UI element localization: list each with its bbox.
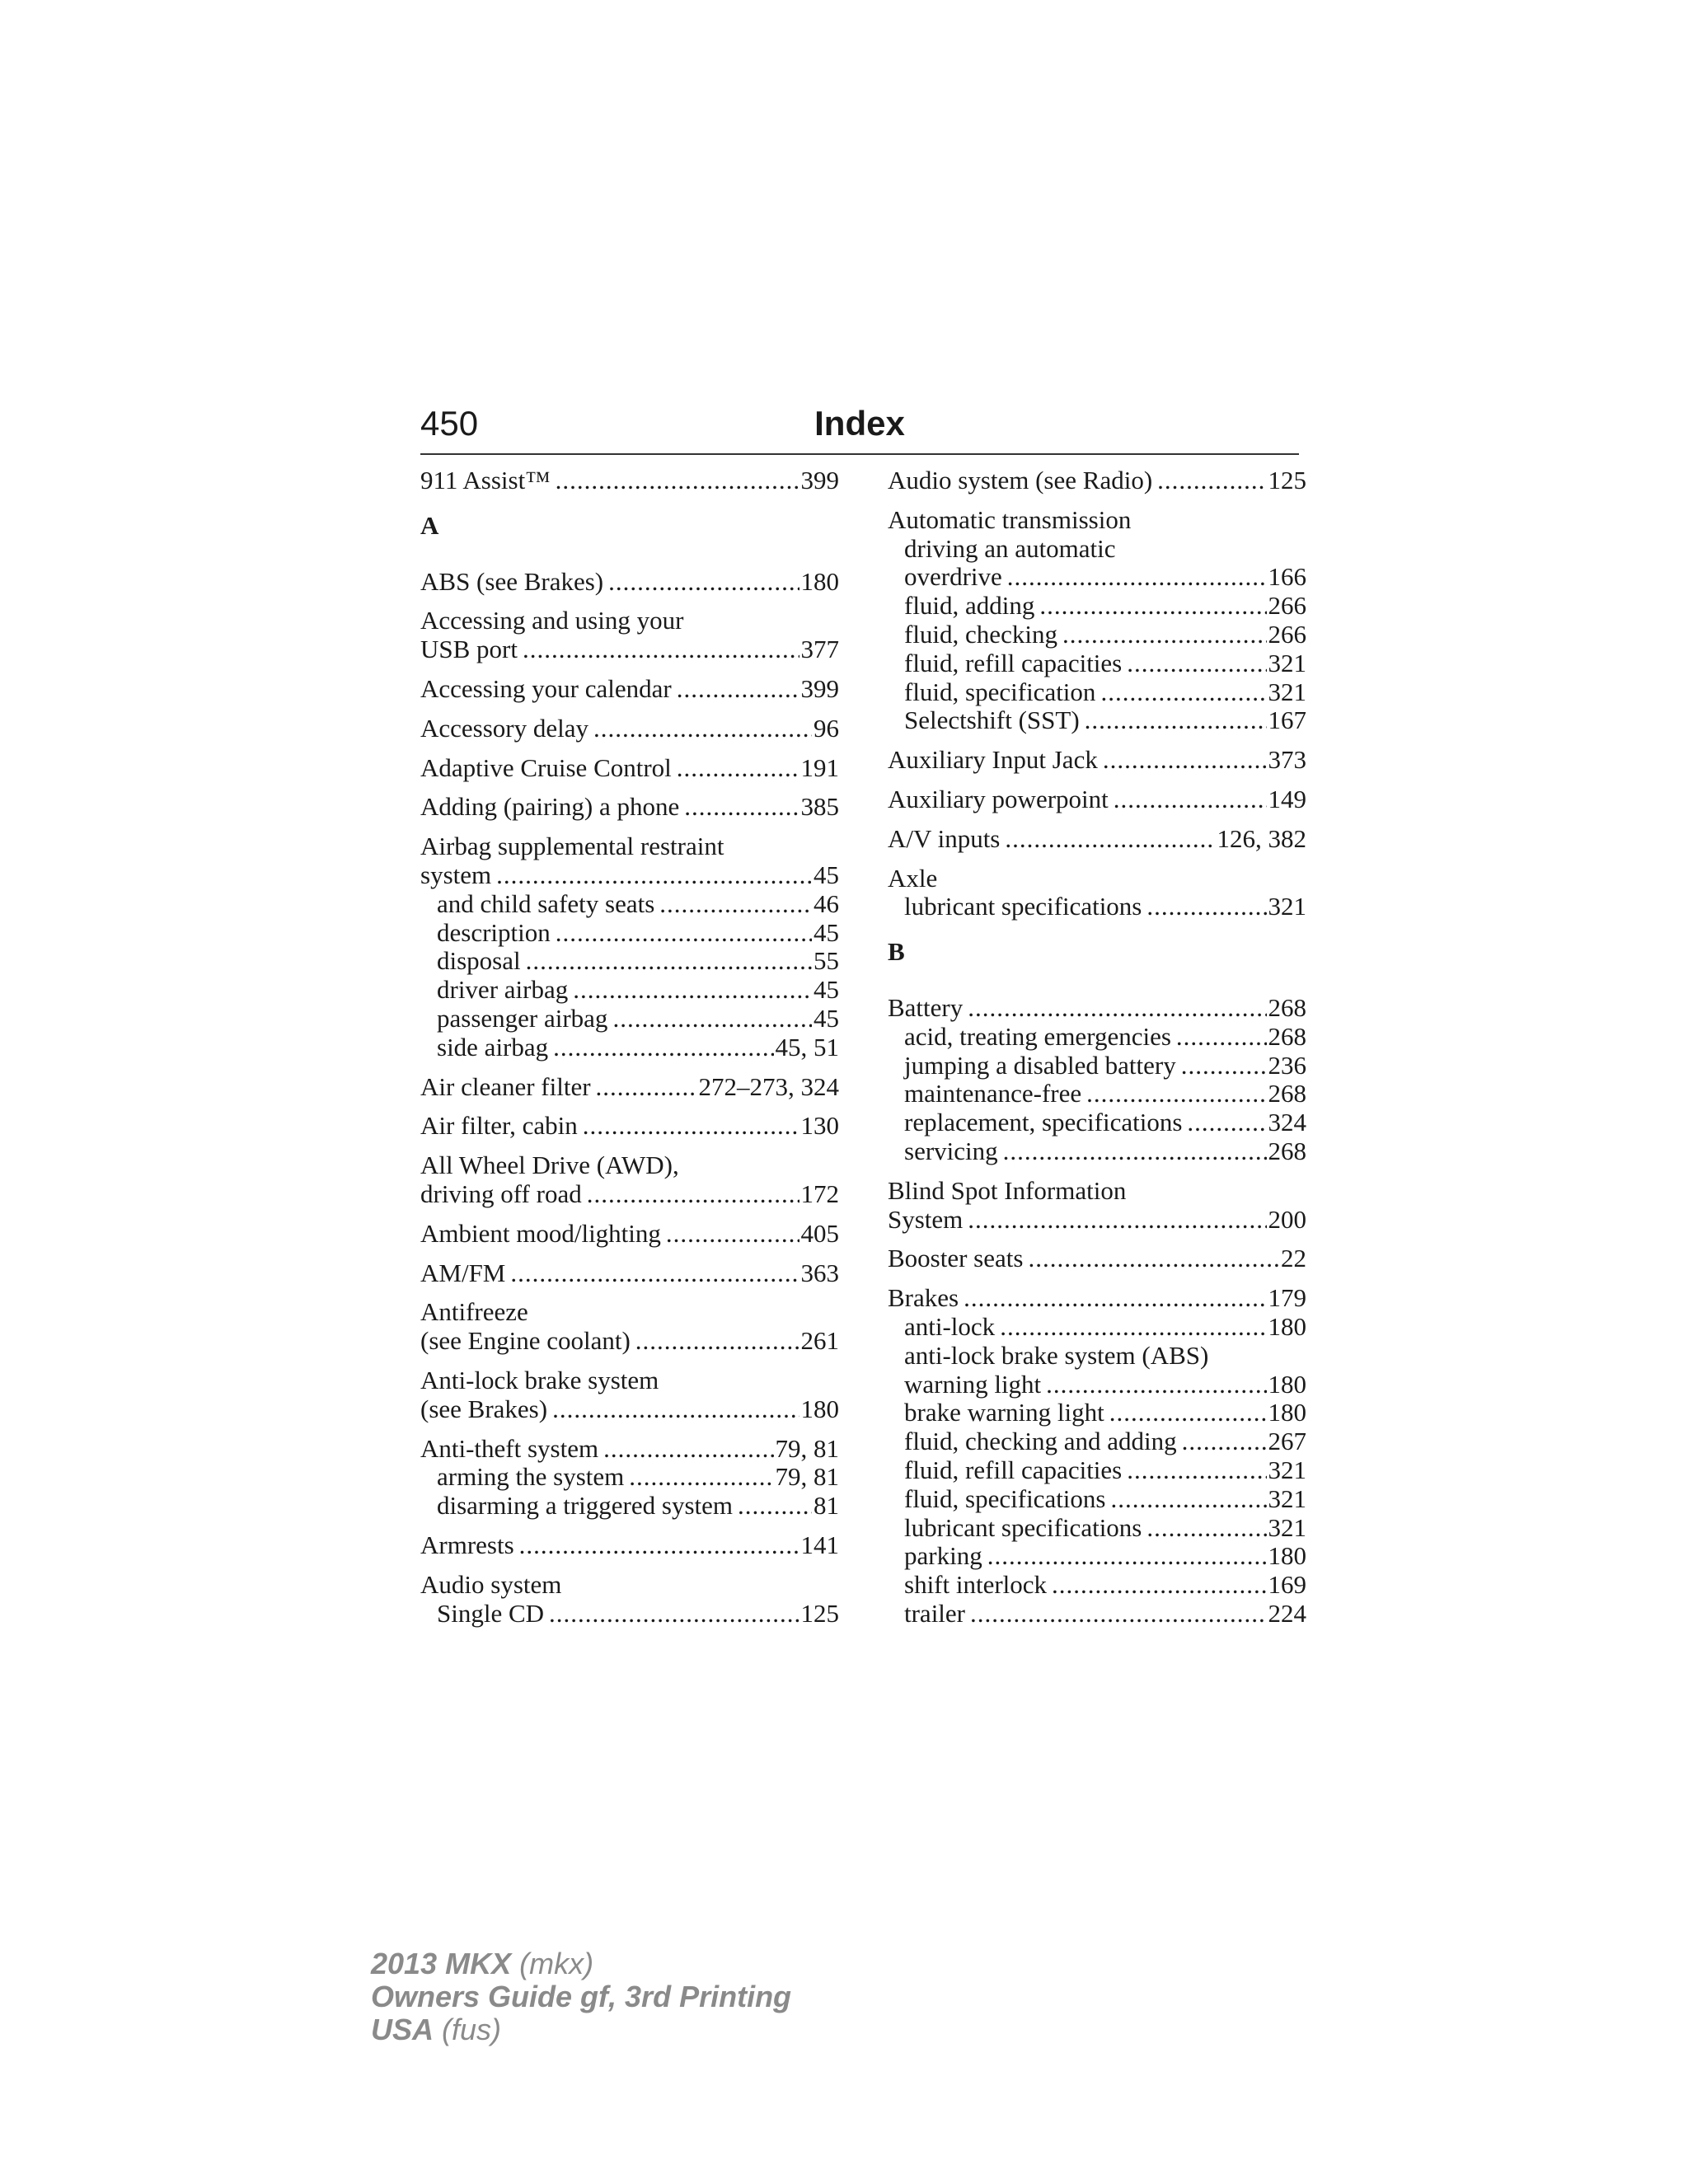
index-subentry-line xyxy=(888,535,1306,564)
entry-term: Accessing and using your xyxy=(420,606,684,635)
entry-page-ref: 45 xyxy=(814,975,839,1005)
entry-term: Audio system (see Radio) xyxy=(888,466,1153,494)
dot-leader xyxy=(1062,621,1267,649)
index-entry-line xyxy=(888,785,1306,814)
entry-term: Accessing your calendar xyxy=(420,673,672,703)
dot-leader xyxy=(556,919,812,948)
footer-guide: Owners Guide gf, 3rd Printing xyxy=(371,1980,792,2013)
entry-page-ref: 180 xyxy=(800,566,839,596)
index-entry-line xyxy=(420,607,839,635)
index-entry xyxy=(420,1151,839,1209)
entry-term: description xyxy=(437,917,551,947)
entry-term: passenger airbag xyxy=(437,1003,608,1033)
entry-term: fluid, refill capacities xyxy=(904,648,1123,677)
dot-leader xyxy=(1085,706,1267,735)
index-entry-line xyxy=(420,793,839,822)
index-entry-line xyxy=(888,1284,1306,1313)
entry-page-ref: 200 xyxy=(1268,1204,1306,1234)
index-entry xyxy=(420,754,839,783)
entry-term: AM/FM xyxy=(420,1258,506,1287)
entry-term: System xyxy=(888,1204,964,1234)
entry-term: fluid, refill capacities xyxy=(904,1455,1123,1484)
entry-page-ref: 191 xyxy=(800,752,839,782)
dot-leader xyxy=(1046,1371,1266,1399)
index-entry-line xyxy=(888,746,1306,775)
dot-leader xyxy=(629,1463,773,1492)
entry-term: disposal xyxy=(437,946,521,976)
entry-term: side airbag xyxy=(437,1032,549,1062)
entry-term: brake warning light xyxy=(904,1398,1104,1427)
index-entry xyxy=(420,1112,839,1141)
entry-term: maintenance-free xyxy=(904,1079,1082,1108)
entry-term: anti-lock xyxy=(904,1311,996,1341)
index-entry-line xyxy=(420,1531,839,1560)
dot-leader xyxy=(1100,678,1266,707)
dot-leader xyxy=(593,715,812,743)
index-entry xyxy=(420,1259,839,1288)
entry-page-ref: 321 xyxy=(1268,1483,1306,1513)
entry-page-ref: 45 xyxy=(814,917,839,947)
entry-term: parking xyxy=(904,1541,982,1571)
entry-page-ref: 321 xyxy=(1268,648,1306,677)
index-subentry-line xyxy=(888,1371,1306,1399)
index-entry-line xyxy=(888,865,1306,893)
entry-page-ref: 166 xyxy=(1268,562,1306,592)
index-subentry-line xyxy=(420,919,839,948)
index-entry xyxy=(420,1571,839,1629)
index-entry xyxy=(420,793,839,822)
dot-leader xyxy=(1176,1023,1267,1052)
index-entry xyxy=(888,825,1306,854)
entry-term: Antifreeze xyxy=(420,1297,528,1327)
index-entry-line xyxy=(420,466,839,495)
index-entry xyxy=(888,994,1306,1166)
dot-leader xyxy=(587,1180,799,1209)
entry-page-ref: 22 xyxy=(1281,1244,1306,1273)
entry-term: (see Brakes) xyxy=(420,1394,548,1423)
entry-page-ref: 266 xyxy=(1268,591,1306,621)
entry-term: Battery xyxy=(888,992,964,1022)
index-subentry-line xyxy=(888,1108,1306,1137)
entry-page-ref: 321 xyxy=(1268,1455,1306,1484)
page-header xyxy=(420,401,1299,452)
dot-leader xyxy=(1086,1080,1266,1108)
dot-leader xyxy=(1052,1571,1266,1600)
dot-leader xyxy=(510,1259,799,1288)
entry-page-ref: 172 xyxy=(800,1179,839,1208)
entry-term: (see Engine coolant) xyxy=(420,1326,631,1356)
dot-leader xyxy=(684,793,799,822)
entry-page-ref: 373 xyxy=(1268,745,1306,775)
index-entry xyxy=(420,607,839,664)
index-subentry-line xyxy=(888,1023,1306,1052)
entry-term: arming the system xyxy=(437,1462,625,1492)
dot-leader xyxy=(556,466,799,495)
entry-page-ref: 96 xyxy=(814,713,839,743)
dot-leader xyxy=(1039,592,1266,621)
entry-page-ref: 268 xyxy=(1268,1021,1306,1051)
index-subentry-line xyxy=(888,1542,1306,1571)
dot-leader xyxy=(583,1112,799,1141)
index-subentry-line xyxy=(888,1313,1306,1342)
dot-leader xyxy=(552,1395,799,1424)
dot-leader xyxy=(519,1531,799,1560)
dot-leader xyxy=(1146,1514,1266,1543)
index-subentry-line xyxy=(888,1342,1306,1371)
index-subentry-line xyxy=(888,1485,1306,1514)
dot-leader xyxy=(553,1033,773,1062)
dot-leader xyxy=(573,976,812,1005)
entry-page-ref: 55 xyxy=(814,946,839,976)
entry-term: fluid, checking xyxy=(904,619,1057,649)
entry-page-ref: 399 xyxy=(800,466,839,494)
entry-term: acid, treating emergencies xyxy=(904,1021,1171,1051)
index-subentry-line xyxy=(888,649,1306,678)
entry-page-ref: 180 xyxy=(800,1394,839,1423)
dot-leader xyxy=(659,890,812,919)
index-entry-line xyxy=(420,1571,839,1600)
index-subentry-line xyxy=(888,1571,1306,1600)
dot-leader xyxy=(526,947,812,976)
entry-page-ref: 399 xyxy=(800,673,839,703)
index-subentry-line xyxy=(888,678,1306,707)
index-column-left xyxy=(420,466,839,1638)
entry-term: anti-lock brake system (ABS) xyxy=(904,1340,1209,1370)
index-entry-line xyxy=(420,832,839,861)
index-entry-line xyxy=(888,1206,1306,1235)
entry-page-ref: 266 xyxy=(1268,619,1306,649)
page-number: 450 xyxy=(420,404,479,443)
entry-term: jumping a disabled battery xyxy=(904,1050,1176,1080)
entry-page-ref: 79, 81 xyxy=(775,1462,839,1492)
index-subentry-line xyxy=(888,1052,1306,1080)
index-entry-line xyxy=(420,861,839,890)
index-entry xyxy=(888,746,1306,775)
entry-term: USB port xyxy=(420,635,518,664)
index-subentry-line xyxy=(888,592,1306,621)
entry-term: Adaptive Cruise Control xyxy=(420,752,672,782)
index-entry xyxy=(888,506,1306,735)
entry-term: replacement, specifications xyxy=(904,1108,1183,1137)
dot-leader xyxy=(1181,1052,1267,1080)
index-entry xyxy=(420,1531,839,1560)
index-subentry-line xyxy=(888,563,1306,592)
index-entry xyxy=(420,1366,839,1424)
entry-term: warning light xyxy=(904,1369,1042,1399)
print-footer xyxy=(371,1947,791,2046)
entry-term: fluid, specification xyxy=(904,677,1096,706)
dot-leader xyxy=(635,1327,799,1356)
entry-term: Air cleaner filter xyxy=(420,1071,591,1101)
entry-term: and child safety seats xyxy=(437,888,655,918)
entry-page-ref: 180 xyxy=(1268,1369,1306,1399)
index-entry xyxy=(420,715,839,743)
dot-leader xyxy=(1146,893,1266,921)
index-subentry-line xyxy=(420,1005,839,1033)
section-letter: A xyxy=(420,510,439,540)
entry-page-ref: 141 xyxy=(800,1530,839,1559)
entry-page-ref: 321 xyxy=(1268,1512,1306,1542)
index-entry-line xyxy=(888,825,1306,854)
entry-term: 911 Assist™ xyxy=(420,466,551,494)
entry-term: system xyxy=(420,860,492,889)
index-subentry-line xyxy=(420,1600,839,1629)
entry-term: shift interlock xyxy=(904,1570,1048,1600)
index-subentry-line xyxy=(888,893,1306,921)
index-entry xyxy=(420,1298,839,1356)
dot-leader xyxy=(1111,1485,1267,1514)
index-subentry-line xyxy=(888,1080,1306,1108)
entry-term: trailer xyxy=(904,1598,966,1628)
entry-page-ref: 46 xyxy=(814,888,839,918)
index-subentry-line xyxy=(420,947,839,976)
entry-page-ref: 236 xyxy=(1268,1050,1306,1080)
dot-leader xyxy=(523,635,799,664)
dot-leader xyxy=(738,1492,812,1521)
entry-term: Auxiliary powerpoint xyxy=(888,784,1109,813)
index-entry-line xyxy=(420,1298,839,1327)
dot-leader xyxy=(612,1005,812,1033)
index-entry-line xyxy=(420,1395,839,1424)
dot-leader xyxy=(1127,649,1266,678)
footer-line-1 xyxy=(371,1947,791,1980)
dot-leader xyxy=(1005,825,1215,854)
entry-page-ref: 180 xyxy=(1268,1311,1306,1341)
dot-leader xyxy=(987,1542,1267,1571)
entry-term: Automatic transmission xyxy=(888,504,1132,534)
dot-leader xyxy=(496,861,812,890)
entry-page-ref: 224 xyxy=(1268,1598,1306,1628)
dot-leader xyxy=(1127,1456,1266,1485)
entry-page-ref: 130 xyxy=(800,1111,839,1141)
dot-leader xyxy=(1182,1427,1267,1456)
entry-term: Airbag supplemental restraint xyxy=(420,832,724,861)
entry-page-ref: 45 xyxy=(814,1003,839,1033)
footer-model: 2013 MKX xyxy=(371,1947,512,1980)
index-subentry-line xyxy=(420,1492,839,1521)
index-entry-line xyxy=(420,1073,839,1102)
index-entry-line xyxy=(888,466,1306,495)
entry-page-ref: 45, 51 xyxy=(775,1032,839,1062)
entry-page-ref: 385 xyxy=(800,792,839,822)
entry-term: Air filter, cabin xyxy=(420,1111,578,1141)
entry-term: fluid, specifications xyxy=(904,1483,1106,1513)
entry-page-ref: 363 xyxy=(800,1258,839,1287)
index-column-right xyxy=(888,466,1306,1639)
entry-term: A/V inputs xyxy=(888,823,1001,853)
entry-term: Adding (pairing) a phone xyxy=(420,792,680,822)
entry-term: disarming a triggered system xyxy=(437,1491,733,1521)
index-entry-line xyxy=(420,635,839,664)
index-entry-line xyxy=(420,1112,839,1141)
dot-leader xyxy=(677,754,799,783)
index-entry xyxy=(420,832,839,1062)
index-entry-line xyxy=(420,1435,839,1464)
entry-term: overdrive xyxy=(904,562,1002,592)
entry-term: Audio system xyxy=(420,1569,562,1599)
index-subentry-line xyxy=(420,1463,839,1492)
dot-leader xyxy=(1103,746,1267,775)
entry-term: Accessory delay xyxy=(420,713,588,743)
index-entry-line xyxy=(888,1244,1306,1273)
footer-market: USA xyxy=(371,2013,434,2046)
index-entry xyxy=(420,568,839,597)
entry-term: Axle xyxy=(888,863,938,893)
index-entry xyxy=(420,1073,839,1102)
dot-leader xyxy=(666,1220,799,1249)
footer-model-code: (mkx) xyxy=(519,1947,594,1980)
entry-page-ref: 125 xyxy=(800,1598,839,1628)
index-subentry-line xyxy=(888,1137,1306,1166)
entry-page-ref: 126, 382 xyxy=(1217,823,1306,853)
index-entry-line xyxy=(420,1327,839,1356)
index-entry-line xyxy=(420,1366,839,1395)
index-entry-line xyxy=(420,1180,839,1209)
dot-leader xyxy=(968,994,1266,1023)
index-entry-line xyxy=(420,754,839,783)
entry-page-ref: 81 xyxy=(814,1491,839,1521)
dot-leader xyxy=(1000,1313,1266,1342)
dot-leader xyxy=(1028,1244,1279,1273)
entry-term: All Wheel Drive (AWD), xyxy=(420,1151,679,1180)
entry-term: Single CD xyxy=(437,1598,545,1628)
dot-leader xyxy=(549,1600,799,1629)
entry-term: driver airbag xyxy=(437,975,569,1005)
index-subentry-line xyxy=(888,1456,1306,1485)
entry-term: driving off road xyxy=(420,1179,582,1208)
dot-leader xyxy=(608,568,799,597)
index-entry xyxy=(420,1220,839,1249)
entry-term: servicing xyxy=(904,1136,998,1165)
entry-page-ref: 180 xyxy=(1268,1398,1306,1427)
entry-page-ref: 169 xyxy=(1268,1570,1306,1600)
entry-page-ref: 261 xyxy=(800,1326,839,1356)
dot-leader xyxy=(964,1284,1266,1313)
footer-line-3 xyxy=(371,2013,791,2046)
dot-leader xyxy=(677,675,799,704)
entry-term: Ambient mood/lighting xyxy=(420,1218,661,1248)
dot-leader xyxy=(1007,563,1267,592)
entry-term: driving an automatic xyxy=(904,533,1116,563)
dot-leader xyxy=(1003,1137,1267,1166)
entry-page-ref: 167 xyxy=(1268,705,1306,735)
entry-page-ref: 405 xyxy=(800,1218,839,1248)
entry-page-ref: 125 xyxy=(1268,466,1306,494)
entry-page-ref: 377 xyxy=(800,635,839,664)
entry-term: Booster seats xyxy=(888,1244,1024,1273)
entry-page-ref: 321 xyxy=(1268,892,1306,921)
entry-page-ref: 149 xyxy=(1268,784,1306,813)
entry-term: lubricant specifications xyxy=(904,892,1142,921)
index-entry xyxy=(888,865,1306,922)
entry-page-ref: 267 xyxy=(1268,1427,1306,1456)
entry-term: Auxiliary Input Jack xyxy=(888,745,1098,775)
entry-term: Anti-theft system xyxy=(420,1433,599,1463)
index-subentry-line xyxy=(888,706,1306,735)
index-subentry-line xyxy=(420,976,839,1005)
entry-term: Brakes xyxy=(888,1283,959,1313)
dot-leader xyxy=(1114,785,1267,814)
entry-page-ref: 321 xyxy=(1268,677,1306,706)
index-subentry-line xyxy=(420,890,839,919)
index-entry xyxy=(420,466,839,495)
entry-term: Blind Spot Information xyxy=(888,1175,1127,1205)
index-subentry-line xyxy=(888,621,1306,649)
index-entry xyxy=(888,785,1306,814)
dot-leader xyxy=(968,1206,1266,1235)
index-entry xyxy=(420,675,839,704)
entry-term: fluid, adding xyxy=(904,591,1035,621)
index-entry-line xyxy=(420,675,839,704)
entry-term: fluid, checking and adding xyxy=(904,1427,1177,1456)
index-entry-line xyxy=(420,1151,839,1180)
entry-term: lubricant specifications xyxy=(904,1512,1142,1542)
entry-page-ref: 268 xyxy=(1268,992,1306,1022)
entry-page-ref: 179 xyxy=(1268,1283,1306,1313)
entry-page-ref: 45 xyxy=(814,860,839,889)
index-entry-line xyxy=(888,994,1306,1023)
index-entry-line xyxy=(888,506,1306,535)
entry-term: ABS (see Brakes) xyxy=(420,566,604,596)
index-entry xyxy=(888,1177,1306,1235)
index-subentry-line xyxy=(888,1399,1306,1427)
index-subentry-line xyxy=(888,1427,1306,1456)
index-entry-line xyxy=(420,568,839,597)
index-entry-line xyxy=(420,1220,839,1249)
entry-page-ref: 79, 81 xyxy=(775,1433,839,1463)
index-entry-line xyxy=(420,1259,839,1288)
index-entry xyxy=(420,1435,839,1521)
dot-leader xyxy=(1187,1108,1266,1137)
dot-leader xyxy=(1157,466,1266,495)
entry-page-ref: 324 xyxy=(1268,1108,1306,1137)
page-title: Index xyxy=(814,404,905,443)
index-entry xyxy=(888,1244,1306,1273)
entry-term: Anti-lock brake system xyxy=(420,1365,659,1394)
index-entry xyxy=(888,1284,1306,1629)
entry-term: Armrests xyxy=(420,1530,514,1559)
entry-term: Selectshift (SST) xyxy=(904,705,1080,735)
dot-leader xyxy=(596,1073,697,1102)
index-subentry-line xyxy=(420,1033,839,1062)
index-entry-line xyxy=(888,1177,1306,1206)
index-subentry-line xyxy=(888,1600,1306,1629)
section-letter: B xyxy=(888,937,905,967)
footer-market-code: (fus) xyxy=(442,2013,502,2046)
footer-line-2 xyxy=(371,1980,791,2013)
dot-leader xyxy=(603,1435,773,1464)
dot-leader xyxy=(1109,1399,1267,1427)
index-subentry-line xyxy=(888,1514,1306,1543)
index-entry xyxy=(888,466,1306,495)
index-entry-line xyxy=(420,715,839,743)
entry-page-ref: 268 xyxy=(1268,1079,1306,1108)
header-rule xyxy=(420,453,1299,455)
entry-page-ref: 180 xyxy=(1268,1541,1306,1571)
entry-page-ref: 268 xyxy=(1268,1136,1306,1165)
entry-page-ref: 272–273, 324 xyxy=(698,1071,839,1101)
dot-leader xyxy=(970,1600,1266,1629)
